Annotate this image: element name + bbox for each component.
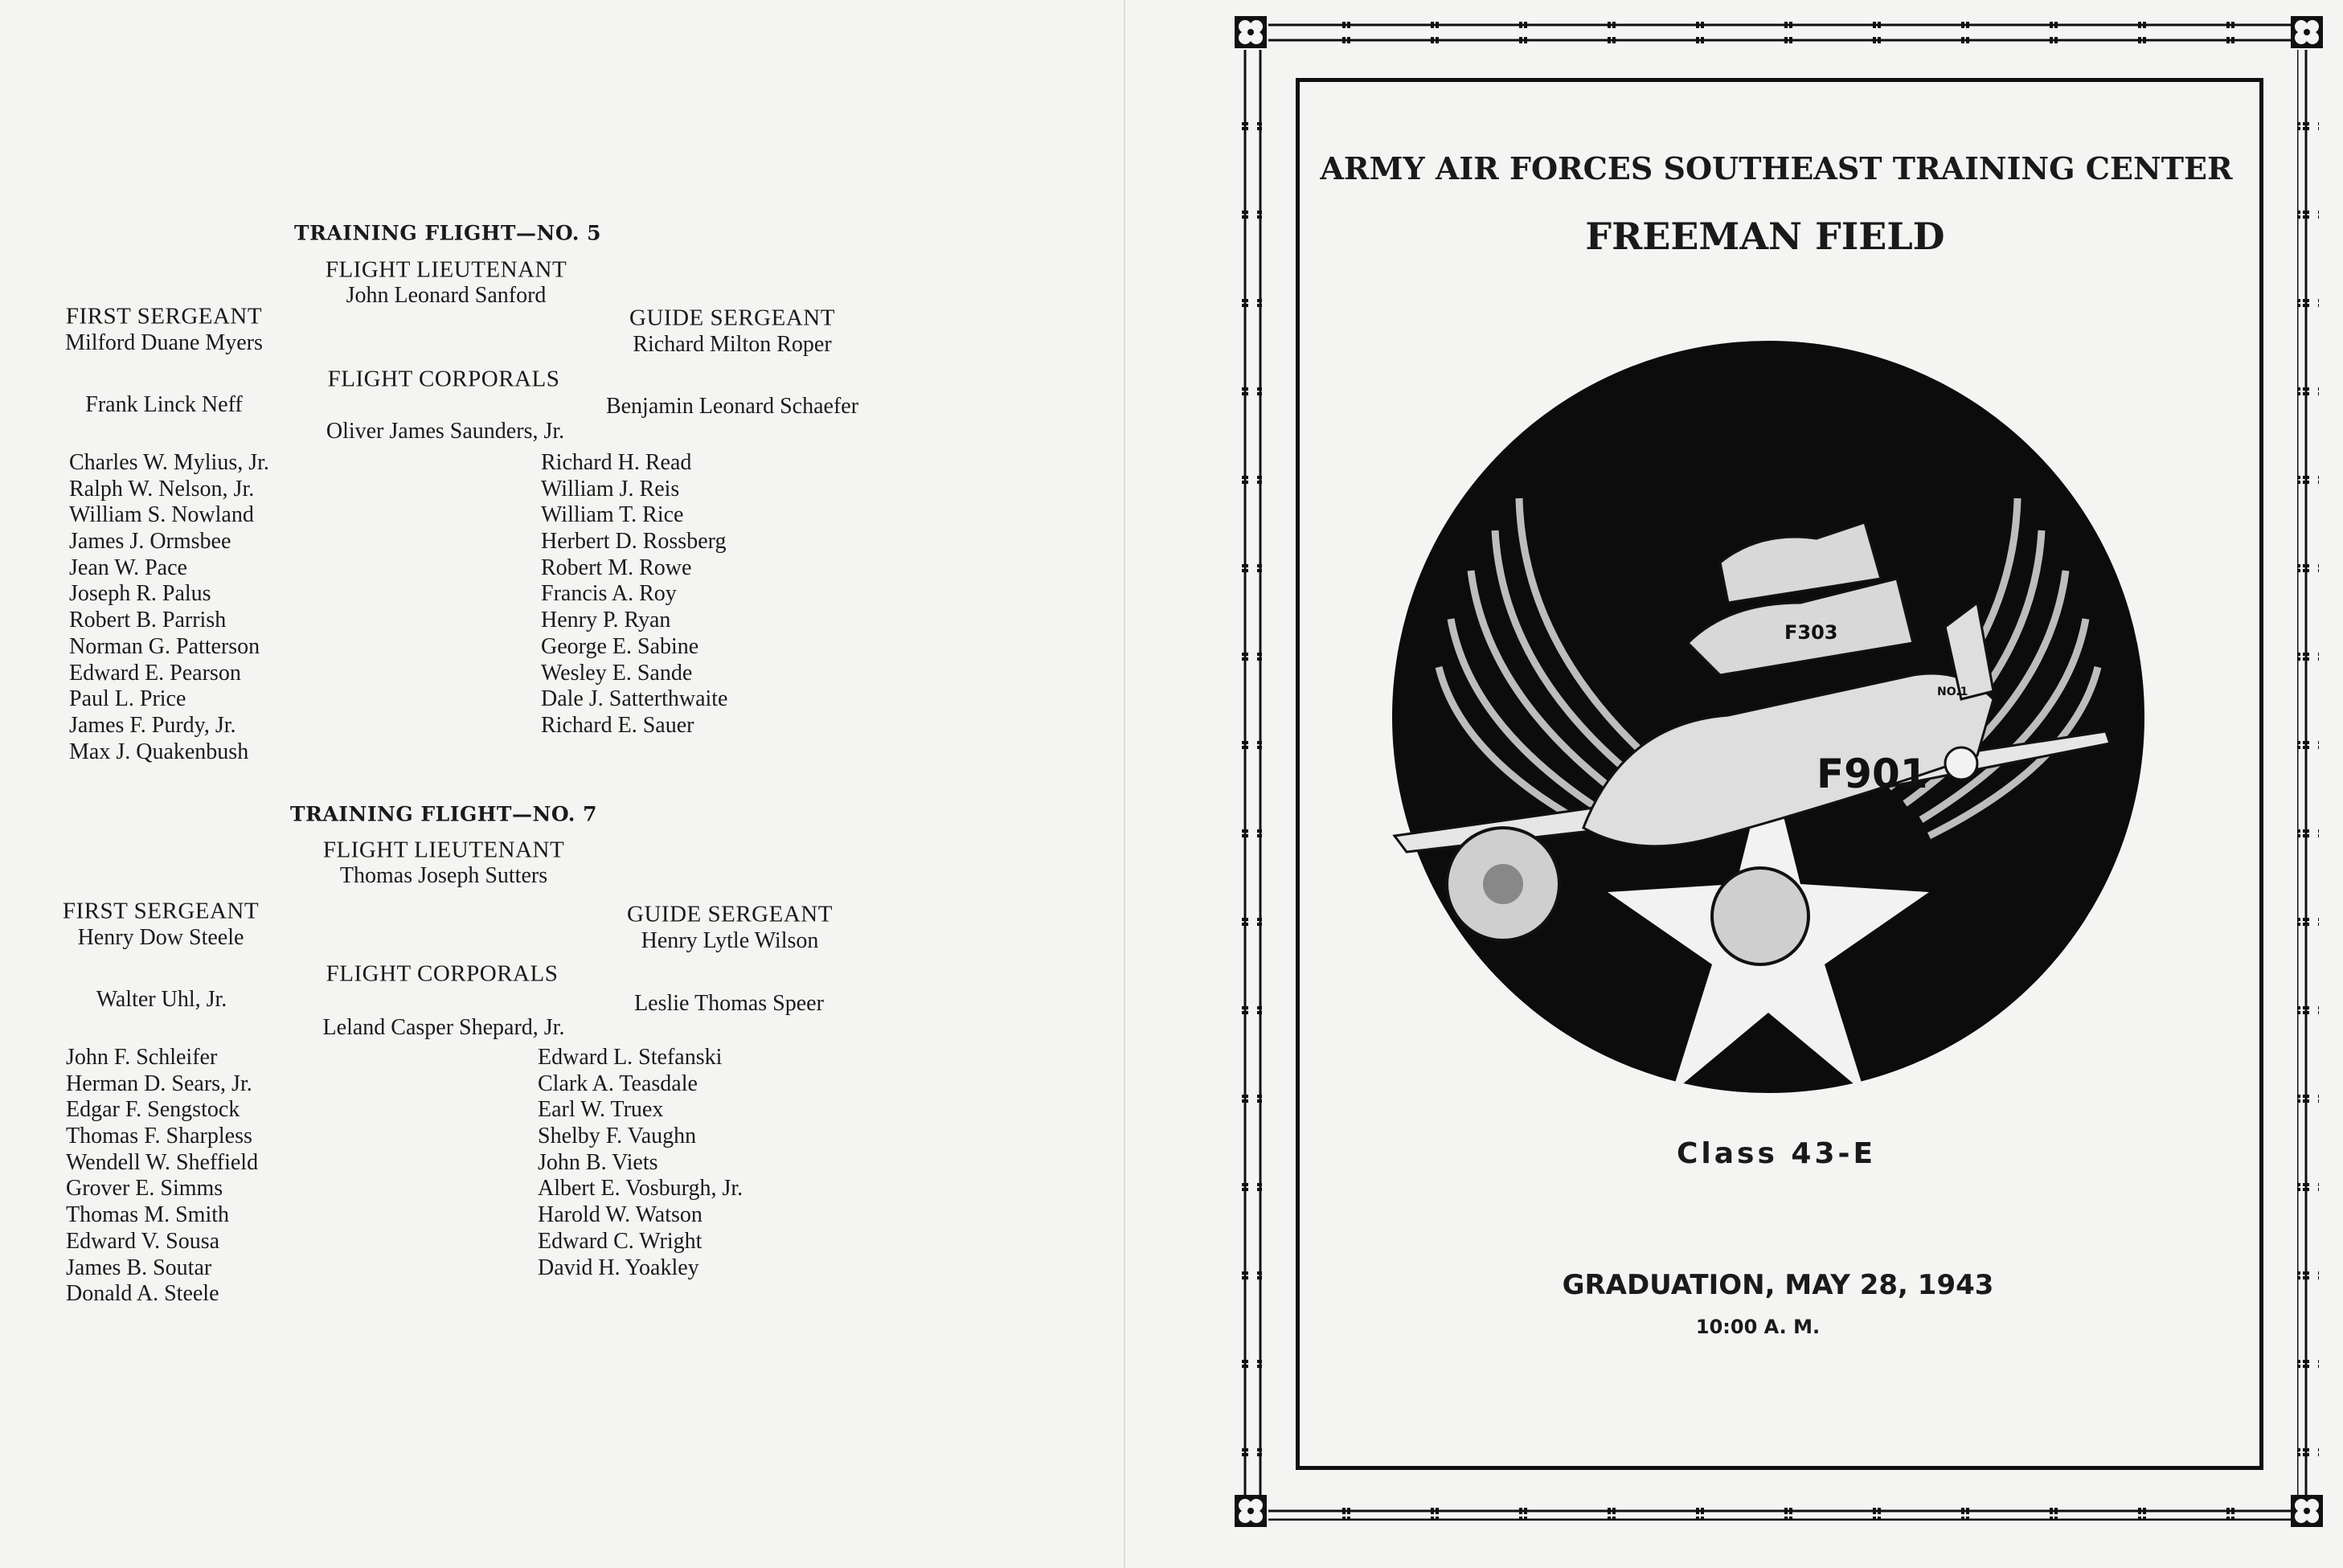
cadet-name: Paul L. Price bbox=[69, 686, 186, 712]
cadet-name: Edgar F. Sengstock bbox=[66, 1097, 240, 1123]
graduation-time: 10:00 A. M. bbox=[1695, 1316, 1821, 1338]
cadet-name: Shelby F. Vaughn bbox=[538, 1124, 697, 1149]
marking-f901: F901 bbox=[1817, 751, 1928, 797]
cadet-name: Grover E. Simms bbox=[66, 1176, 223, 1202]
corporal-name: Walter Uhl, Jr. bbox=[96, 987, 227, 1012]
first-sergeant-label: FIRST SERGEANT bbox=[62, 898, 260, 924]
corporal-name: Leland Casper Shepard, Jr. bbox=[322, 1015, 565, 1040]
cadet-name: Norman G. Patterson bbox=[69, 633, 260, 659]
members-right-column bbox=[541, 450, 727, 739]
field-title: FREEMAN FIELD bbox=[1585, 215, 1945, 258]
cadet-name: James F. Purdy, Jr. bbox=[69, 712, 236, 738]
corporal-name: Leslie Thomas Speer bbox=[634, 991, 824, 1016]
flight-heading: TRAINING FLIGHT—NO. 7 bbox=[290, 802, 597, 826]
cadet-name: George E. Sabine bbox=[541, 633, 699, 659]
members-left-column bbox=[66, 1045, 258, 1308]
cadet-name: Dale J. Satterthwaite bbox=[541, 686, 728, 712]
cadet-name: Wendell W. Sheffield bbox=[66, 1149, 259, 1175]
graduation-date: GRADUATION, MAY 28, 1943 bbox=[1562, 1269, 1994, 1301]
cadet-name: Charles W. Mylius, Jr. bbox=[69, 450, 269, 475]
cadet-name: William S. Nowland bbox=[69, 502, 254, 528]
first-sergeant-name: Milford Duane Myers bbox=[65, 330, 263, 355]
members-right-column bbox=[538, 1045, 743, 1281]
guide-sergeant-label: GUIDE SERGEANT bbox=[629, 305, 835, 331]
lieutenant-name: Thomas Joseph Sutters bbox=[339, 863, 548, 888]
emblem-winged-aircraft bbox=[1382, 338, 2154, 1109]
corporals-label: FLIGHT CORPORALS bbox=[326, 960, 559, 987]
cadet-name: Jean W. Pace bbox=[69, 555, 187, 580]
lieutenant-name: John Leonard Sanford bbox=[346, 283, 547, 308]
lieutenant-label: FLIGHT LIEUTENANT bbox=[322, 837, 565, 863]
cadet-name: Richard H. Read bbox=[541, 450, 692, 475]
cadet-name: Herman D. Sears, Jr. bbox=[66, 1071, 252, 1096]
cadet-name: Edward E. Pearson bbox=[69, 660, 241, 686]
marking-f303: F303 bbox=[1784, 621, 1838, 644]
marking-no1: NO.1 bbox=[1937, 686, 1968, 698]
cadet-name: Thomas F. Sharpless bbox=[66, 1124, 252, 1149]
first-sergeant-name: Henry Dow Steele bbox=[77, 925, 244, 950]
cadet-name: Wesley E. Sande bbox=[541, 660, 693, 686]
cadet-name: Clark A. Teasdale bbox=[538, 1071, 698, 1096]
guide-sergeant-label: GUIDE SERGEANT bbox=[627, 901, 833, 927]
cadet-name: Albert E. Vosburgh, Jr. bbox=[538, 1176, 743, 1202]
cadet-name: Henry P. Ryan bbox=[541, 608, 671, 633]
cadet-name: Donald A. Steele bbox=[66, 1281, 219, 1307]
cadet-name: James J. Ormsbee bbox=[69, 529, 231, 555]
corporal-name: Frank Linck Neff bbox=[85, 392, 243, 417]
cadet-name: John F. Schleifer bbox=[66, 1045, 218, 1070]
cadet-name: Robert M. Rowe bbox=[541, 555, 692, 580]
cadet-name: Joseph R. Palus bbox=[69, 581, 211, 607]
lieutenant-label: FLIGHT LIEUTENANT bbox=[325, 256, 567, 283]
members-left-column bbox=[69, 450, 269, 765]
flight-heading: TRAINING FLIGHT—NO. 5 bbox=[294, 221, 601, 245]
cadet-name: Herbert D. Rossberg bbox=[541, 529, 727, 555]
first-sergeant-label: FIRST SERGEANT bbox=[65, 303, 263, 330]
cadet-name: Richard E. Sauer bbox=[541, 712, 694, 738]
corporal-name: Oliver James Saunders, Jr. bbox=[326, 419, 565, 444]
cadet-name: Ralph W. Nelson, Jr. bbox=[69, 476, 255, 502]
cadet-name: John B. Viets bbox=[538, 1149, 658, 1175]
cadet-name: William J. Reis bbox=[541, 476, 680, 502]
cadet-name: Edward L. Stefanski bbox=[538, 1045, 723, 1070]
cadet-name: Thomas M. Smith bbox=[66, 1202, 230, 1228]
cadet-name: David H. Yoakley bbox=[538, 1255, 699, 1280]
cadet-name: William T. Rice bbox=[541, 502, 684, 528]
organization-title: ARMY AIR FORCES SOUTHEAST TRAINING CENTER bbox=[1320, 150, 2233, 186]
corporals-label: FLIGHT CORPORALS bbox=[327, 366, 560, 392]
cadet-name: Edward C. Wright bbox=[538, 1228, 702, 1254]
page-fold bbox=[1124, 0, 1125, 1568]
class-label: Class 43-E bbox=[1676, 1137, 1877, 1170]
guide-sergeant-name: Henry Lytle Wilson bbox=[641, 928, 819, 953]
cadet-name: Francis A. Roy bbox=[541, 581, 677, 607]
cadet-name: Harold W. Watson bbox=[538, 1202, 702, 1228]
cadet-name: Robert B. Parrish bbox=[69, 608, 227, 633]
cadet-name: Max J. Quakenbush bbox=[69, 739, 249, 764]
corporal-name: Benjamin Leonard Schaefer bbox=[605, 394, 859, 419]
cadet-name: James B. Soutar bbox=[66, 1255, 212, 1280]
guide-sergeant-name: Richard Milton Roper bbox=[633, 332, 832, 357]
cadet-name: Earl W. Truex bbox=[538, 1097, 664, 1123]
cadet-name: Edward V. Sousa bbox=[66, 1228, 220, 1254]
